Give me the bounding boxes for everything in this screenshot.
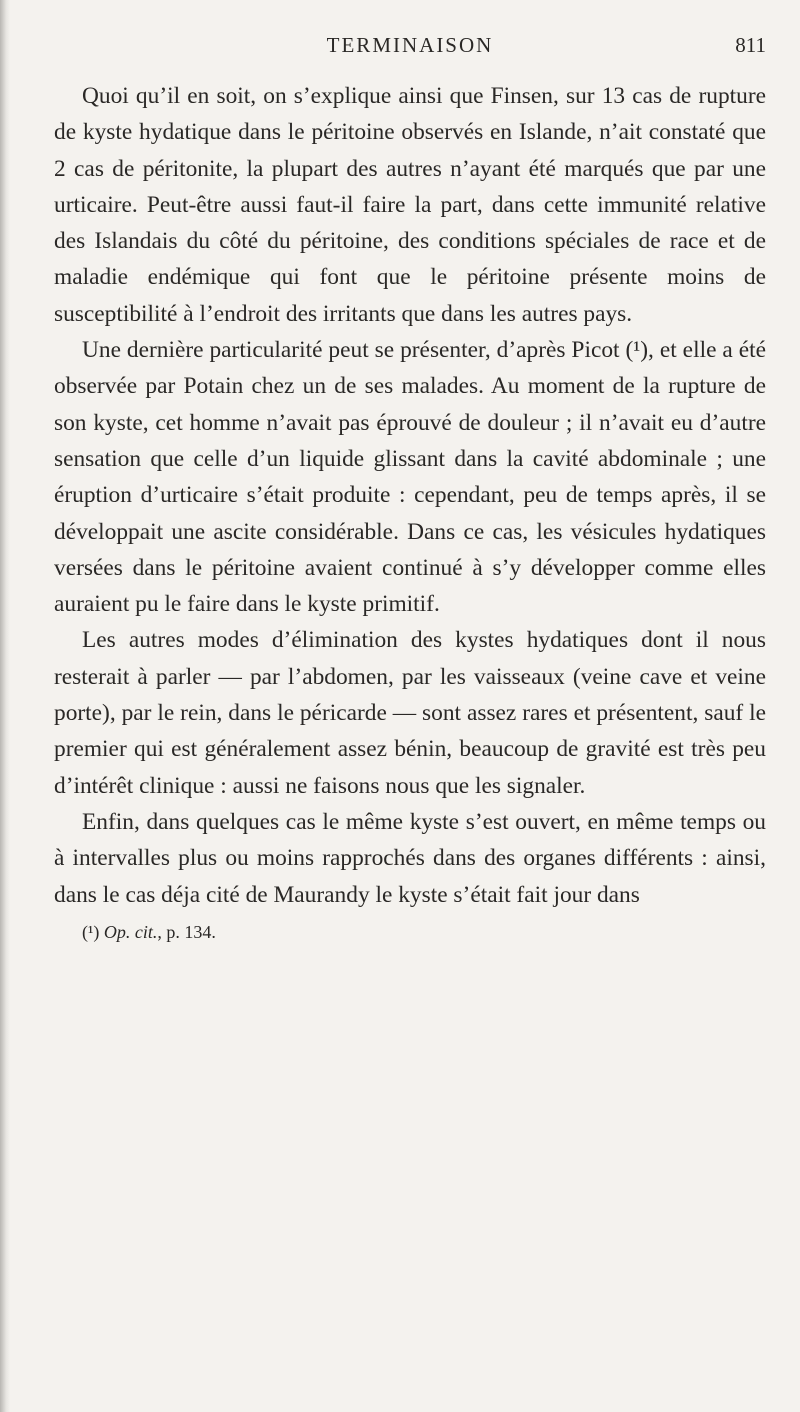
footnote	[54, 919, 766, 945]
body-text	[54, 78, 766, 913]
page-number: 811	[735, 33, 766, 57]
book-page	[54, 30, 766, 945]
paragraph-3: Les autres modes d’élimination des kystes hydatiques dont il nous resterait à parler — par l’abdomen, par les vaisseaux (veine cave et veine porte), par le rein, dans le péricarde — sont assez rares et présentent, sauf le premier qui est généralement assez bénin, beaucoup de gravité est très peu d’intérêt clinique : aussi ne faisons nous que les signaler.	[54, 627, 766, 799]
running-title: TERMINAISON	[326, 33, 494, 57]
paragraph-4: Enfin, dans quelques cas le même kyste s’est ouvert, en même temps ou à intervalles plus ou moins rapprochés dans des organes différents : ainsi, dans le cas déja cité de Maurandy le kyste s’était fait jour dans	[54, 808, 766, 908]
footnote-source: Op. cit.	[103, 921, 158, 942]
paragraph-2: Une dernière particularité peut se présenter, d’après Picot (¹), et elle a été observée par Potain chez un de ses malades. Au moment de la rupture de son kyste, cet homme n’avait pas éprouvé de douleur ; il n’avait eu d’autre sensation que celle d’un liquide glissant dans la cavité abdominale ; une éruption d’urticaire s’était produite : cependant, peu de temps après, il se développait une ascite considérable. Dans ce cas, les vésicules hydatiques versées dans le péritoine avaient continué à s’y développer comme elles auraient pu le faire dans le kyste primitif.	[54, 337, 766, 618]
footnote-page-ref: , p. 134.	[157, 921, 216, 942]
page-edge-shadow	[0, 0, 10, 1412]
running-head	[54, 30, 766, 66]
footnote-marker: (¹)	[82, 921, 100, 942]
paragraph-1: Quoi qu’il en soit, on s’explique ainsi que Finsen, sur 13 cas de rupture de kyste hydatique dans le péritoine observés en Islande, n’ait constaté que 2 cas de péritonite, la plupart des autres n’ayant été marqués que par une urticaire. Peut-être aussi faut-il faire la part, dans cette immunité relative des Islandais du côté du péritoine, des conditions spéciales de race et de maladie endémique qui font que le péritoine présente moins de susceptibilité à l’endroit des irritants que dans les autres pays.	[54, 83, 766, 327]
